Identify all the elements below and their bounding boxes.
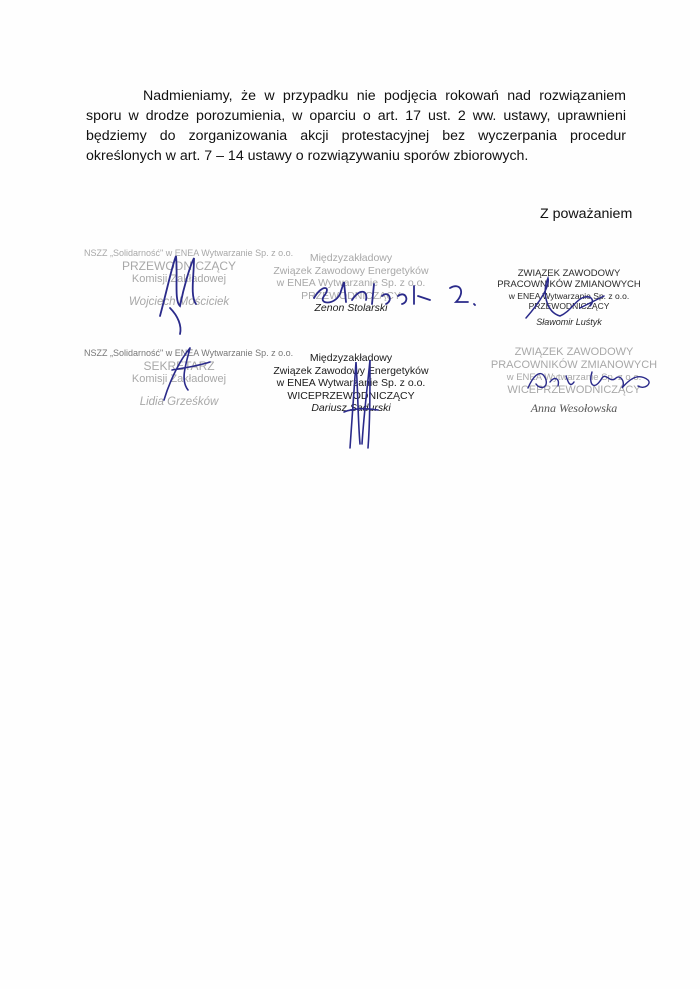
stamp-organization-line2: Związek Zawodowy Energetyków	[273, 264, 429, 277]
stamp-wiceprzewodniczacy-zmianowych	[484, 346, 664, 415]
stamp-organization-line3: w ENEA Wytwarzanie Sp. z o.o.	[506, 372, 642, 384]
stamp-organization-line2: Związek Zawodowy Energetyków	[273, 364, 429, 377]
stamp-organization-line3: w ENEA Wytwarzanie Sp. z o.o.	[276, 377, 426, 390]
stamp-role: WICEPRZEWODNICZĄCY	[287, 389, 415, 402]
stamp-organization: NSZZ „Solidarność" w ENEA Wytwarzanie Sp. z o.o.	[84, 348, 294, 358]
stamp-unit: Komisji Zakładowej	[131, 373, 227, 386]
stamp-organization-line1: ZWIĄZEK ZAWODOWY	[517, 268, 621, 279]
stamp-organization-line1: Międzyzakładowy	[309, 352, 393, 364]
stamp-przewodniczacy-energetykow	[266, 252, 436, 315]
stamp-name: Lidia Grześków	[139, 396, 219, 409]
stamp-przewodniczacy-solidarnosc	[84, 248, 294, 310]
stamp-role: PRZEWODNICZĄCY	[122, 258, 236, 273]
stamp-name: Dariusz Sadurski	[311, 402, 391, 415]
stamp-organization-line3: w ENEA Wytwarzanie Sp. z o.o.	[276, 277, 426, 290]
stamp-unit: Komisji Zakładowej	[131, 273, 227, 286]
stamp-sekretarz-solidarnosc	[84, 348, 294, 410]
stamp-role: PRZEWODNICZĄCY	[301, 289, 401, 302]
stamp-name: Sławomir Luśtyk	[536, 317, 602, 328]
stamp-organization-line1: ZWIĄZEK ZAWODOWY	[514, 346, 634, 358]
stamp-role: WICEPRZEWODNICZĄCY	[507, 383, 641, 396]
stamp-name: Anna Wesołowska	[530, 400, 618, 415]
stamp-organization-line3: w ENEA Wytwarzanie Sp. z o.o.	[508, 290, 630, 301]
stamp-name: Wojciech Mościciek	[128, 296, 230, 309]
stamp-organization: NSZZ „Solidarność" w ENEA Wytwarzanie Sp. z o.o.	[84, 248, 294, 258]
stamp-organization-line2: PRACOWNIKÓW ZMIANOWYCH	[497, 279, 641, 291]
stamp-wiceprzewodniczacy-energetykow	[266, 352, 436, 415]
stamp-role: SEKRETARZ	[143, 358, 215, 373]
letter-paragraph: Nadmieniamy, że w przypadku nie podjęcia rokowań nad rozwiązaniem sporu w drodze porozumienia, w oparciu o art. 17 ust. 2 ww. ustawy, uprawnieni będziemy do zorganizowania akcji protestacyjnej bez wyczerpania procedur określonych w art. 7 – 14 ustawy o rozwiązywaniu sporów zbiorowych.	[86, 88, 626, 164]
closing-phrase: Z poważaniem	[540, 206, 633, 222]
stamp-role: PRZEWODNICZĄCY	[528, 300, 610, 311]
stamp-przewodniczacy-zmianowych	[484, 268, 654, 328]
stamp-organization-line2: PRACOWNIKÓW ZMIANOWYCH	[490, 359, 658, 372]
stamp-organization-line1: Międzyzakładowy	[309, 252, 393, 264]
stamp-name: Zenon Stolarski	[314, 302, 388, 315]
